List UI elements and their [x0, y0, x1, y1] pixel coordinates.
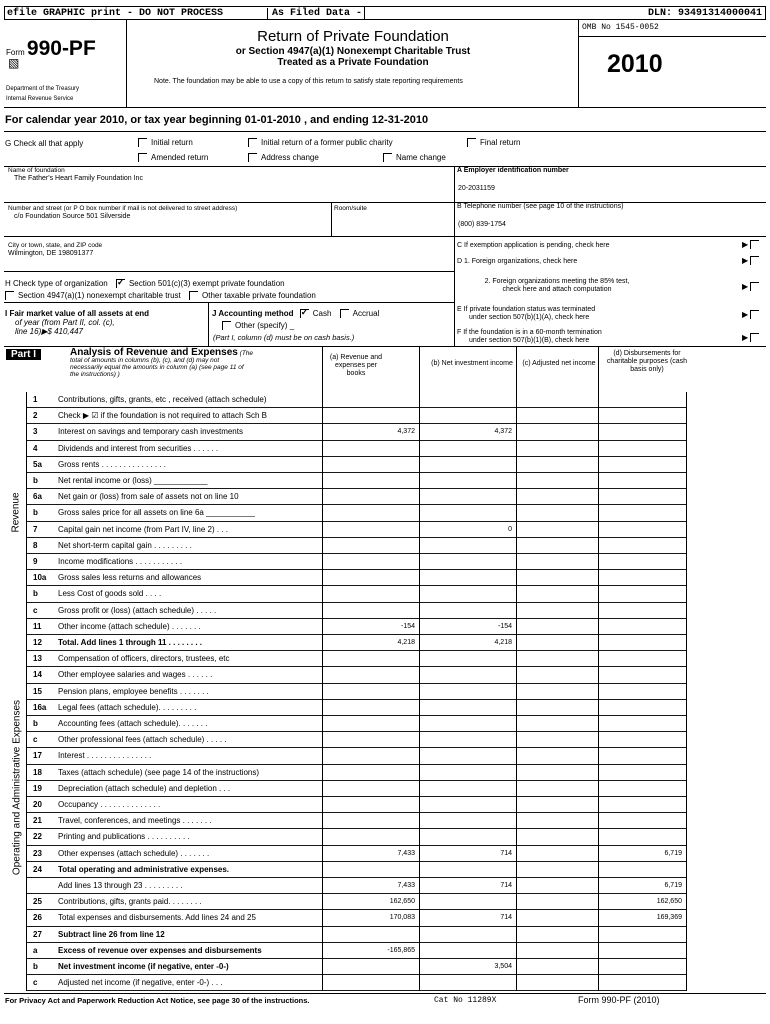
line-number: 11 [33, 621, 42, 631]
ein: 20-2031159 [458, 185, 495, 192]
address-change-checkbox[interactable]: Address change [248, 153, 319, 162]
table-row [0, 975, 686, 991]
form-subtitle-2: Treated as a Private Foundation [277, 57, 429, 68]
table-row [0, 700, 686, 716]
initial-former-checkbox[interactable]: Initial return of a former public charity [248, 138, 393, 147]
table-row [0, 603, 686, 619]
part1-table [0, 392, 770, 992]
line-label: Net short-term capital gain . . . . . . . . . [58, 540, 192, 550]
table-row [0, 408, 686, 424]
table-row [0, 813, 686, 829]
line-label: Total expenses and disbursements. Add lines 24 and 25 [58, 913, 256, 923]
side-revenue: Revenue [10, 492, 22, 533]
cell-a: 4,372 [397, 428, 415, 436]
line-number: b [33, 962, 38, 971]
dept-irs: Internal Revenue Service [6, 96, 74, 102]
street-label: Number and street (or P O box number if mail is not delivered to street address) [8, 205, 238, 212]
line-number: 17 [33, 751, 42, 761]
table-row [0, 943, 686, 959]
table-row [0, 765, 686, 781]
line-number: 4 [33, 443, 38, 453]
line-label: Add lines 13 through 23 . . . . . . . . . [58, 881, 183, 890]
line-label: Travel, conferences, and meetings . . . . . . . [58, 816, 212, 826]
line-number: 24 [33, 864, 42, 874]
line-number: 22 [33, 832, 42, 842]
table-row [0, 846, 686, 862]
line-number: 12 [33, 638, 42, 647]
line-number: 7 [33, 524, 38, 534]
table-row [0, 473, 686, 489]
cell-a: 170,083 [389, 914, 415, 922]
col-d-header: (d) Disbursements for charitable purposes (cash basis only) [606, 350, 688, 373]
efile-banner [4, 6, 766, 20]
line-number: 23 [33, 848, 42, 858]
table-row [0, 522, 686, 538]
table-row [0, 748, 686, 764]
line-number: 18 [33, 767, 42, 777]
line-number: b [33, 476, 38, 485]
line-label: Accounting fees (attach schedule). . . . . . . [58, 719, 208, 728]
line-number: c [33, 735, 38, 745]
form-header [4, 20, 766, 108]
table-row [0, 862, 686, 878]
line-number: c [33, 978, 38, 988]
foundation-name-label: Name of foundation [8, 167, 65, 174]
table-row [0, 797, 686, 813]
table-row [0, 684, 686, 700]
name-change-checkbox[interactable]: Name change [383, 153, 446, 162]
table-row [0, 570, 686, 586]
omb-number: OMB No 1545-0052 [582, 23, 659, 32]
e-text: E If private foundation status was terminated under section 507(b)(1)(A), check here [457, 306, 596, 321]
h-4947-checkbox[interactable]: Section 4947(a)(1) nonexempt charitable trust [5, 291, 181, 300]
line-number: b [33, 589, 38, 599]
line-label: Check ▶ ☑ if the foundation is not required to attach Sch B [58, 411, 267, 421]
line-number: c [33, 605, 38, 615]
line-number: 9 [33, 557, 38, 566]
cell-b: 0 [508, 525, 512, 533]
line-number: 27 [33, 929, 42, 939]
col-a-header: (a) Revenue and expenses per books [329, 354, 383, 377]
table-row [0, 781, 686, 797]
line-label: Compensation of officers, directors, trustees, etc [58, 654, 230, 664]
line-number: 15 [33, 686, 42, 696]
line-number: 14 [33, 670, 42, 680]
privacy-notice: For Privacy Act and Paperwork Reduction Act Notice, see page 30 of the instructions. [5, 996, 310, 1005]
fmv-value: 410,447 [54, 327, 83, 336]
cell-d: 169,369 [656, 914, 682, 922]
col-b-header: (b) Net investment income [431, 360, 513, 367]
line-label: Other expenses (attach schedule) . . . . . . . [58, 848, 210, 858]
table-row [0, 910, 686, 926]
line-number: 6a [33, 492, 42, 502]
cell-a: -154 [400, 622, 415, 630]
f-checkbox[interactable]: ▶ [742, 333, 763, 342]
room-suite-label: Room/suite [334, 205, 367, 212]
table-row [0, 619, 686, 635]
c-exemption-text: C If exemption application is pending, check here [457, 242, 610, 249]
line-label: Subtract line 26 from line 12 [58, 929, 165, 939]
line-number: 25 [33, 897, 42, 907]
cell-b: 714 [500, 882, 512, 889]
phone-label: B Telephone number (see page 10 of the instructions) [457, 203, 624, 210]
city: Wilmington, DE 198091377 [8, 250, 94, 257]
part1-tag: Part I [6, 349, 41, 360]
calendar-year-line: For calendar year 2010, or tax year beginning 01-01-2010 , and ending 12-31-2010 [5, 114, 429, 126]
line-label: Gross sales less returns and allowances [58, 573, 202, 583]
line-label: Pension plans, employee benefits . . . . . . . [58, 686, 209, 696]
cell-d: 6,719 [664, 849, 682, 857]
line-label: Net investment income (if negative, enter -0-) [58, 962, 229, 971]
table-row [0, 667, 686, 683]
h-501c3-checkbox[interactable]: ✓ Section 501(c)(3) exempt private foundation [116, 279, 285, 288]
line-label: Other income (attach schedule) . . . . . . . [58, 621, 201, 631]
h-line1: H Check type of organization ✓ Section 501(c)(3) exempt private foundation [5, 279, 285, 288]
line-label: Interest . . . . . . . . . . . . . . . [58, 751, 152, 761]
line-number: 19 [33, 783, 42, 793]
table-row [0, 489, 686, 505]
d1-checkbox[interactable]: ▶ [742, 256, 763, 265]
form-subtitle-1: or Section 4947(a)(1) Nonexempt Charitable Trust [235, 46, 471, 57]
line-label: Net gain or (loss) from sale of assets not on line 10 [58, 492, 239, 502]
cell-a: 162,650 [389, 898, 415, 906]
as-filed-label: As Filed Data - [267, 8, 362, 19]
line-number: 21 [33, 816, 42, 826]
line-label: Taxes (attach schedule) (see page 14 of the instructions) [58, 767, 259, 777]
dept-treasury: Department of the Treasury [6, 86, 80, 92]
table-row [0, 894, 686, 910]
d2-text: 2. Foreign organizations meeting the 85% test, check here and attach computation [484, 278, 630, 293]
cell-d: 162,650 [656, 898, 682, 906]
line-number: 16a [33, 702, 47, 712]
line-number: 20 [33, 800, 42, 809]
line-label: Contributions, gifts, grants paid. . . . . . . . [58, 897, 202, 907]
cell-a: 7,433 [397, 849, 415, 857]
line-label: Income modifications . . . . . . . . . . . [58, 557, 183, 566]
efile-label: efile GRAPHIC print - DO NOT PROCESS [7, 8, 224, 19]
table-row [0, 538, 686, 554]
j-line: J Accounting method ✓ Cash Accrual [212, 309, 379, 318]
table-row [0, 441, 686, 457]
line-number: b [33, 508, 38, 518]
table-row [0, 392, 686, 408]
h-line2 [5, 291, 316, 300]
form-number: 990-PF [26, 37, 96, 60]
form-id [6, 37, 96, 61]
foundation-name: The Father's Heart Family Foundation Inc [14, 175, 143, 182]
e-checkbox[interactable]: ▶ [742, 310, 763, 319]
line-label: Net rental income or (loss) ____________ [58, 476, 208, 485]
cell-d: 6,719 [664, 882, 682, 889]
h-other-checkbox[interactable]: Other taxable private foundation [189, 291, 316, 300]
cell-a: -165,865 [387, 946, 415, 954]
cell-b: 4,218 [494, 639, 512, 646]
table-row [0, 554, 686, 570]
line-number: 13 [33, 654, 42, 664]
line-label: Printing and publications . . . . . . . . . . [58, 832, 190, 842]
line-label: Gross sales price for all assets on line 6a ___________ [58, 508, 256, 518]
dln: DLN: 93491314000041 [647, 8, 762, 19]
line-label: Less Cost of goods sold . . . . [58, 589, 162, 599]
table-row [0, 424, 686, 440]
line-label: Dividends and interest from securities . . . . . . [58, 443, 219, 453]
c-checkbox[interactable]: ▶ [742, 240, 763, 249]
table-row [0, 457, 686, 473]
cell-a: 4,218 [397, 639, 415, 646]
line-label: Capital gain net income (from Part IV, line 2) . . . [58, 524, 229, 534]
table-row [0, 927, 686, 943]
cell-b: 3,504 [494, 963, 512, 970]
form-note: Note. The foundation may be able to use a copy of this return to satisfy state reporting requirements [154, 78, 463, 85]
line-label: Gross rents . . . . . . . . . . . . . . . [58, 459, 167, 469]
form-footer: Form 990-PF (2010) [578, 995, 660, 1005]
phone: (800) 839-1754 [458, 221, 506, 228]
line-label: Other employee salaries and wages . . . . . . [58, 670, 213, 680]
tax-year: 2010 [607, 50, 663, 78]
cell-b: -154 [497, 622, 512, 630]
j-cash-checkbox[interactable]: ✓ Cash [300, 309, 332, 318]
line-number: 3 [33, 427, 38, 437]
line-number: 10a [33, 573, 47, 583]
line-label: Legal fees (attach schedule). . . . . . . . . [58, 702, 197, 712]
cell-b: 714 [500, 849, 512, 857]
form-title: Return of Private Foundation [257, 28, 449, 45]
table-row [0, 959, 686, 975]
table-row [0, 878, 686, 894]
table-row [0, 829, 686, 845]
table-row [0, 635, 686, 651]
j-other-checkbox[interactable]: Other (specify) _ [222, 321, 294, 330]
line-label: Adjusted net income (if negative, enter -0-) . . . [58, 978, 223, 988]
cell-b: 714 [500, 914, 512, 922]
cell-a: 7,433 [397, 882, 415, 889]
line-label: Interest on savings and temporary cash investments [58, 427, 243, 437]
line-label: Excess of revenue over expenses and disbursements [58, 945, 262, 955]
d1-text: D 1. Foreign organizations, check here [457, 258, 578, 265]
check-g-label: G Check all that apply [5, 139, 84, 148]
cat-number: Cat No 11289X [434, 996, 497, 1005]
line-label: Other professional fees (attach schedule) . . . . . [58, 735, 227, 745]
line-label: Depreciation (attach schedule) and depletion . . . [58, 783, 231, 793]
line-number: 26 [33, 913, 42, 923]
line-number: 8 [33, 540, 38, 550]
table-row [0, 732, 686, 748]
line-label: Total operating and administrative expenses. [58, 864, 230, 874]
side-expenses: Operating and Administrative Expenses [11, 699, 23, 876]
table-row [0, 505, 686, 521]
table-row [0, 586, 686, 602]
line-number: a [33, 945, 38, 955]
line-number: 5a [33, 459, 42, 469]
line-number: 2 [33, 411, 38, 421]
line-number: b [33, 719, 38, 728]
line-label: Total. Add lines 1 through 11 . . . . . . . . [58, 638, 203, 647]
form-word: Form [6, 48, 25, 57]
j-note: (Part I, column (d) must be on cash basis.) [213, 333, 355, 342]
line-number: 1 [33, 395, 38, 404]
col-c-header: (c) Adjusted net income [522, 360, 596, 367]
city-label: City or town, state, and ZIP code [8, 242, 103, 249]
line-label: Occupancy . . . . . . . . . . . . . . [58, 800, 161, 809]
j-accrual-checkbox[interactable]: Accrual [340, 309, 380, 318]
d2-checkbox[interactable]: ▶ [742, 282, 763, 291]
fmv-block: I Fair market value of all assets at end of year (from Part II, col. (c), line 16)▶$ 410,447 [5, 309, 150, 336]
amended-return-checkbox[interactable]: Amended return [138, 153, 208, 162]
final-return-checkbox[interactable]: Final return [467, 138, 520, 147]
cell-b: 4,372 [494, 428, 512, 436]
initial-return-checkbox[interactable]: Initial return [138, 138, 193, 147]
line-label: Contributions, gifts, grants, etc , received (attach schedule) [58, 395, 267, 404]
line-label: Gross profit or (loss) (attach schedule) . . . . . [58, 605, 217, 615]
f-text: F If the foundation is in a 60-month termination under section 507(b)(1)(B), check here [457, 329, 602, 344]
table-row [0, 716, 686, 732]
ein-label: A Employer identification number [457, 167, 569, 174]
attachment-icon: ▧ [8, 56, 20, 70]
street-address: c/o Foundation Source 501 Silverside [14, 213, 131, 220]
part1-heading: Analysis of Revenue and Expenses (The total of amounts in columns (b), (c), and (d) may not necessarily equal the amounts in column (a) (see page 11 of the instructions) ) [70, 347, 254, 378]
table-row [0, 651, 686, 667]
